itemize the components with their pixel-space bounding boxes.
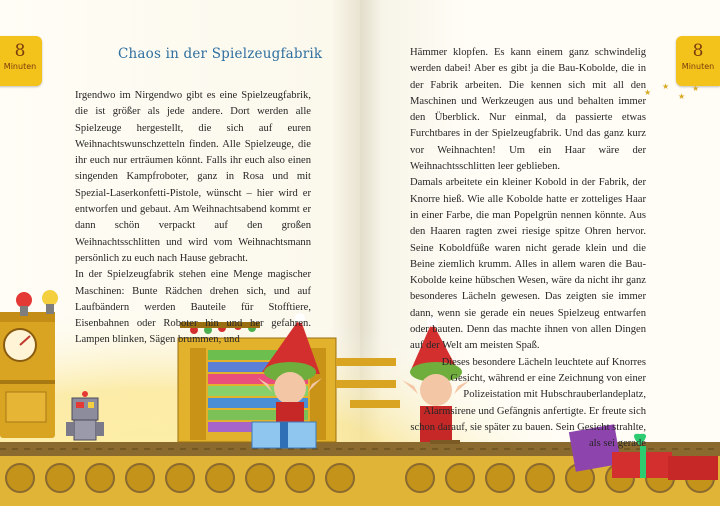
left-page-text	[75, 88, 311, 349]
gauge-machine	[0, 290, 58, 438]
reading-time-number: 8	[14, 41, 26, 61]
yellow-bulb-icon	[42, 290, 58, 306]
toy-robot-icon	[66, 391, 104, 440]
reading-time-label: Minuten	[681, 62, 715, 71]
star-icon: ★	[692, 84, 700, 93]
story-title: Chaos in der Spielzeugfabrik	[118, 46, 323, 62]
paragraph: In der Spielzeugfabrik stehen eine Menge magischer Maschinen: Bunte Rädchen drehen sich, und auf Laufbändern werden Bauteile für Stofftiere, Eisenbahnen oder Roboter hin und her gefahren. Lampen blinken, Sägen brummen, und	[75, 269, 311, 346]
reading-time-badge-left	[0, 36, 42, 86]
star-icon: ★	[662, 82, 670, 91]
paragraph: Irgendwo im Nirgendwo gibt es eine Spielzeugfabrik, die ist größer als jede andere. Dort werden alle Spielzeuge hergestellt, die sich auf euren Weihnachtswunschzetteln finden. Alle Spielzeuge, die ihr euch nur erträumen könnt. Falls ihr euch also einen singenden Kampfroboter, ganz in Rosa und mit Spezial-Laserkonfetti-Pistole, wünscht – hier wird er entworfen und gebaut. Am Weihnachtsabend kommt er dann schön verpackt auf den großen Weihnachtsschlitten und wird vom Weihnachtsmann persönlich zu euch nach Hause gebracht.	[75, 90, 311, 264]
star-icon: ★	[644, 88, 652, 97]
paragraph: Dieses besondere Lächeln leuchtete auf Knorres Gesicht, während er eine Zeichnung von einer Polizeistation mit Hubschrauberlandeplatz, Alarmsirene und Gefängnis anfertigte. Er freute sich schon darauf, sie später zu bauen. Sein Gesicht strahlte, als sei gerade	[410, 356, 646, 450]
paragraph: Damals arbeitete ein kleiner Kobold in der Fabrik, der Knorre hieß. Wie alle Kobolde hatte er zotteliges Haar in einer Farbe, die man Popelgrün nennen könnte. Aus den Haaren ragten zwei riesige spitze Ohren hervor. Seine Koboldfüße waren nicht gerade klein und die Beine ziemlich krumm. Alles in allem waren die Bau-Kobolde keine hübschen Wesen, wäre da nicht ihr ganz besonderes Lächeln gewesen. Das zeigten sie immer dann, wenn sie gerade ein neues Spielzeug entwarfen oder bauten. Denn das machte ihnen von allen Dingen auf der Welt am meisten Spaß.	[410, 177, 646, 352]
star-icon: ★	[678, 92, 686, 101]
paragraph: Hämmer klopfen. Es kann einem ganz schwindelig werden dabei! Aber es gibt ja die Bau-Kobolde, die in der Fabrik arbeiten. Die kennen sich mit all den Maschinen und Werkzeugen aus und behalten immer den Überblick. Nur einmal, da passierte etwas Furchtbares in der Spielzeugfabrik. Und das ganz kurz vor Weihnachten! Um ein Haar wäre der Weihnachtsschlitten leer geblieben.	[410, 47, 646, 173]
right-page-text	[410, 45, 646, 452]
reading-time-badge-right	[676, 36, 720, 86]
reading-time-number: 8	[692, 41, 704, 61]
reading-time-label: Minuten	[3, 62, 37, 71]
red-bulb-icon	[16, 292, 32, 308]
